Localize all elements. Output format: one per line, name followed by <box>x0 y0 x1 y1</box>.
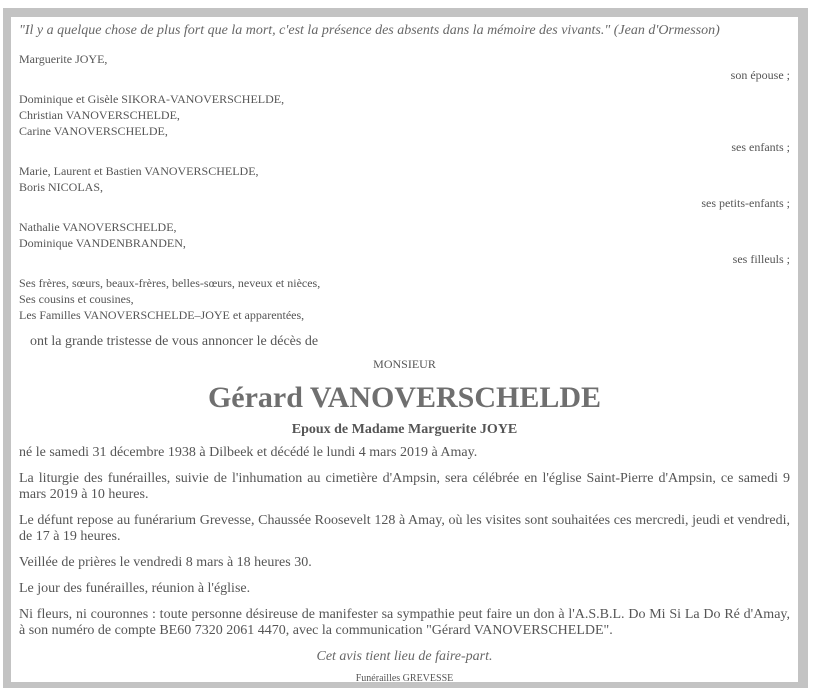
relation-label: son épouse ; <box>730 68 790 82</box>
family-member: Dominique et Gisèle SIKORA-VANOVERSCHELDE, <box>19 92 285 106</box>
other-relatives <box>19 275 790 323</box>
relation-label: ses filleuls ; <box>732 252 790 266</box>
family-group <box>19 51 790 83</box>
funeral-paragraph: La liturgie des funérailles, suivie de l'inhumation au cimetière d'Ampsin, sera célébrée en l'église Saint-Pierre d'Ampsin, ce samedi 9 mars 2019 à 10 heures. <box>19 471 790 502</box>
family-member: Boris NICOLAS, <box>19 180 104 194</box>
funeral-home-footer: Funérailles GREVESSE <box>355 673 454 684</box>
obituary-content <box>19 23 790 685</box>
family-member: Marguerite JOYE, <box>19 52 108 66</box>
relation-label: ses petits-enfants ; <box>701 196 790 210</box>
relatives-line: Ses frères, sœurs, beaux-frères, belles-sœurs, neveux et nièces, <box>19 276 321 290</box>
obituary-card <box>11 17 798 682</box>
civility-label: MONSIEUR <box>373 357 436 371</box>
family-member: Marie, Laurent et Bastien VANOVERSCHELDE, <box>19 164 259 178</box>
family-group <box>19 91 790 155</box>
birth-death-paragraph: né le samedi 31 décembre 1938 à Dilbeek et décédé le lundi 4 mars 2019 à Amay. <box>19 445 478 460</box>
announcement-text: ont la grande tristesse de vous annoncer le décès de <box>30 334 319 349</box>
spouse-line: Epoux de Madame Marguerite JOYE <box>291 422 518 437</box>
visitation-paragraph: Le défunt repose au funérarium Grevesse, Chaussée Roosevelt 128 à Amay, où les visites sont souhaitées ces mercredi, jeudi et vendredi, de 17 à 19 heures. <box>19 513 790 544</box>
deceased-name: Gérard VANOVERSCHELDE <box>207 381 602 414</box>
donation-paragraph: Ni fleurs, ni couronnes : toute personne désireuse de manifester sa sympathie peut faire un don à l'A.S.B.L. Do Mi Si La Do Ré d'Amay, à son numéro de compte BE60 7320 2061 4470, avec la communication "Gérard VANOVERSCHELDE". <box>19 607 790 638</box>
tagline: Cet avis tient lieu de faire-part. <box>316 649 493 664</box>
epigraph-quote: "Il y a quelque chose de plus fort que la mort, c'est la présence des absents dans la mémoire des vivants." (Jean d'Ormesson) <box>19 23 720 38</box>
family-group <box>19 219 790 267</box>
relation-label: ses enfants ; <box>731 140 790 154</box>
family-member: Carine VANOVERSCHELDE, <box>19 124 168 138</box>
meeting-paragraph: Le jour des funérailles, réunion à l'église. <box>19 581 251 596</box>
family-member: Dominique VANDENBRANDEN, <box>19 236 186 250</box>
relatives-line: Les Familles VANOVERSCHELDE–JOYE et apparentées, <box>19 308 305 322</box>
vigil-paragraph: Veillée de prières le vendredi 8 mars à 18 heures 30. <box>19 555 312 570</box>
family-member: Christian VANOVERSCHELDE, <box>19 108 180 122</box>
family-member: Nathalie VANOVERSCHELDE, <box>19 220 177 234</box>
relatives-line: Ses cousins et cousines, <box>19 292 134 306</box>
family-group <box>19 163 790 211</box>
